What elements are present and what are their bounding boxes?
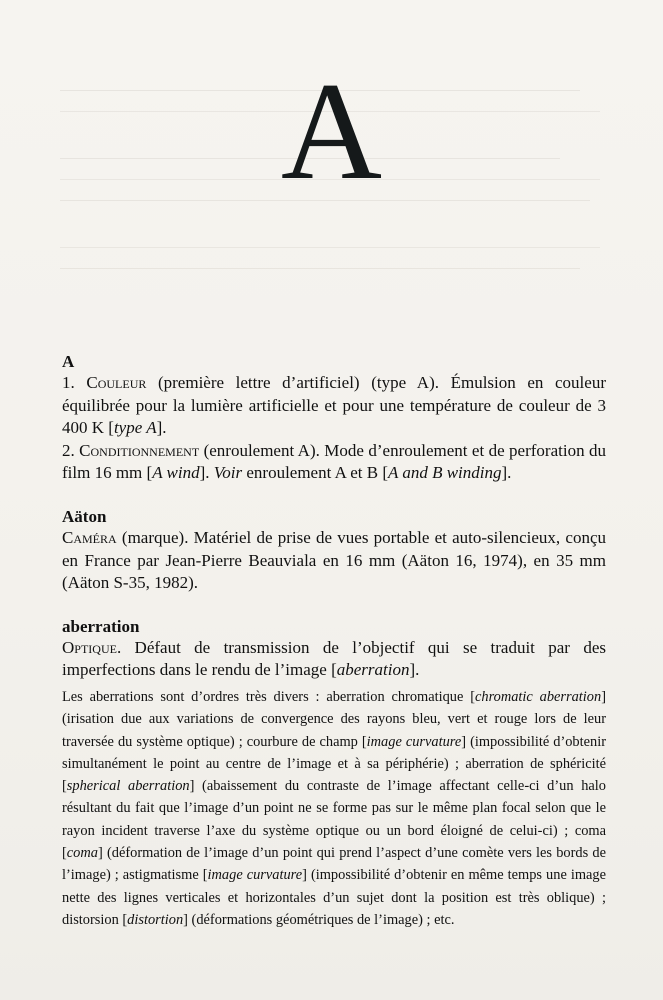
entries-list xyxy=(62,352,606,931)
english-term: coma xyxy=(66,845,98,862)
english-term: spherical aberration xyxy=(66,778,190,795)
entry-sense xyxy=(62,637,606,682)
entry-spacer xyxy=(62,485,606,507)
entry-spacer xyxy=(62,595,606,617)
english-term: type A xyxy=(113,418,157,438)
definition-text: ] (déformation de l’image d’un point qui prend l’aspect d’une comète vers les bords de l’image) ; astigmatisme [ xyxy=(62,845,606,884)
definition-text: (première lettre d’artificiel) (type A). Émulsion en couleur équilibrée pour la lumière artificielle et pour une température de couleur de 3 400 K [ xyxy=(62,373,606,438)
domain-label: Couleur xyxy=(86,373,147,392)
english-term: A and B winding xyxy=(388,463,502,483)
definition-text: (marque). Matériel de prise de vues portable et auto-silencieux, conçu en France par Jean-Pierre Beauviala en 16 mm (Aäton 16, 1974), en 35 mm (Aäton S-35, 1982). xyxy=(62,527,606,593)
english-term: aberration xyxy=(336,660,410,680)
definition-text: ] (irisation due aux variations de convergence des rayons bleu, vert et rouge lors de leur traversée du système optique) ; courbure de champ [ xyxy=(62,688,606,750)
entry-note xyxy=(62,686,606,931)
dictionary-entry xyxy=(62,617,606,931)
definition-text: ]. xyxy=(409,660,420,680)
section-letter: A xyxy=(280,54,383,209)
dictionary-entry xyxy=(62,352,606,485)
definition-text: ] (impossibilité d’obtenir en même temps une image nette des lignes verticales et horizontales d’un sujet dont la position est très oblique) ; distorsion [ xyxy=(62,867,607,928)
definition-text: ]. xyxy=(156,418,167,438)
entry-headword: A xyxy=(62,352,75,371)
entry-sense xyxy=(62,527,606,595)
english-term: image curvature xyxy=(366,733,462,750)
entry-headword: aberration xyxy=(62,616,140,636)
definition-text: 2. xyxy=(62,440,80,460)
definition-text: ]. xyxy=(199,463,214,483)
definition-text: Les aberrations sont d’ordres très divers : aberration chromatique [ xyxy=(62,688,475,705)
english-term: image curvature xyxy=(207,867,303,884)
english-term: A wind xyxy=(152,463,200,483)
dictionary-entry xyxy=(62,507,606,595)
domain-label: Optique xyxy=(62,637,117,657)
definition-text: 1. xyxy=(62,373,87,392)
definition-text: ] (déformations géométriques de l’image) ; etc. xyxy=(183,911,455,928)
definition-text: ] (impossibilité d’obtenir simultanément le point au centre de l’image et à sa périphérie) ; aberration de sphéricité [ xyxy=(62,733,606,795)
definition-text: . Défaut de transmission de l’objectif qui se traduit par des imperfections dans le rendu de l’image [ xyxy=(62,637,606,680)
english-term: chromatic aberration xyxy=(475,688,602,705)
english-term: Voir xyxy=(213,463,243,483)
domain-label: Caméra xyxy=(62,527,117,547)
entry-sense xyxy=(62,440,606,485)
definition-text: enroulement A et B [ xyxy=(242,463,388,483)
entry-headword: Aäton xyxy=(62,506,107,526)
definition-text: ]. xyxy=(501,463,512,483)
definition-text: (enroulement A). Mode d’enroulement et de perforation du film 16 mm [ xyxy=(62,440,606,483)
english-term: distortion xyxy=(127,911,184,928)
entry-sense xyxy=(62,372,606,440)
domain-label: Conditionnement xyxy=(79,440,200,460)
definition-text: ] (abaissement du contraste de l’image affectant celle-ci d’un halo résultant du fait que l’image d’un point ne se forme pas sur le même plan focal selon que le rayon incident traverse l’axe du système optique ou un bord éloigné de celui-ci) ; coma [ xyxy=(62,778,606,862)
